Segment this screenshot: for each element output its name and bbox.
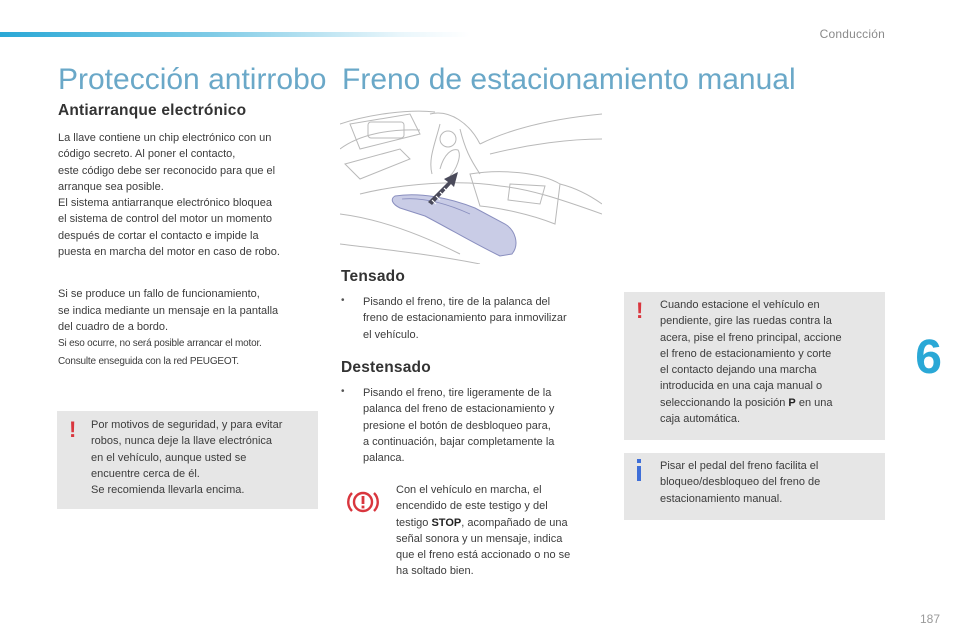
parking-slope-warning-text: Cuando estacione el vehículo en pendiente, gire las ruedas contra la acera, pise el freno principal, accione el freno de estacionamiento y corte el contacto dejando una marcha introducida en una caja manual o seleccionando la posición P en una caja automática. [660, 299, 842, 426]
info-icon [637, 459, 641, 481]
tensado-heading: Tensado [341, 268, 405, 285]
malfunction-paragraph: Si se produce un fallo de funcionamiento, se indica mediante un mensaje en la pantalla del cuadro de a bordo. Si eso ocurre, no será posible arrancar el motor. Consulte enseguida con la red PEUGEOT. [58, 288, 279, 367]
warning-icon: ! [636, 298, 644, 323]
destensado-text: Pisando el freno, tire ligeramente de la palanca del freno de estacionamiento y presione el botón de desbloqueo para, a continuación, bajar completamente la palanca. [363, 387, 555, 465]
stop-note-text: Con el vehículo en marcha, el encendido de este testigo y del testigo STOP, acompañado de una señal sonora y un mensaje, indica que el freno está accionado o no se ha soltado bien. [396, 484, 571, 578]
bullet-icon: • [341, 295, 345, 306]
antitheft-warning-box [57, 411, 318, 509]
chapter-number: 6 [915, 331, 942, 384]
warning-icon: ! [69, 417, 77, 442]
tensado-text: Pisando el freno, tire de la palanca del freno de estacionamiento para inmovilizar el vehículo. [363, 296, 567, 341]
parking-brake-warning-icon [346, 488, 380, 516]
tensado-step [341, 294, 601, 343]
brake-info-box [624, 453, 885, 520]
section-label: Conducción [819, 27, 885, 41]
parking-slope-warning-box [624, 292, 885, 440]
destensado-heading: Destensado [341, 359, 431, 376]
tensado-section [341, 268, 601, 343]
antitheft-warning-text: Por motivos de seguridad, y para evitar robos, nunca deje la llave electrónica en el vehículo, aunque usted se encuentre cerca de él. Se recomienda llevarla encima. [91, 419, 283, 497]
bullet-icon: • [341, 386, 345, 397]
destensado-step [341, 385, 601, 466]
brake-info-text: Pisar el pedal del freno facilita el bloqueo/desbloqueo del freno de estacionamiento manual. [660, 460, 821, 505]
immobiliser-paragraph: La llave contiene un chip electrónico con un código secreto. Al poner el contacto, este código debe ser reconocido para que el arranque sea posible. El sistema antiarranque electrónico bloquea el sistema de control del motor un momento después de cortar el contacto e impide la puesta en marcha del motor en caso de robo. [58, 132, 280, 259]
page-title-antitheft: Protección antirrobo [58, 63, 327, 96]
immobiliser-heading: Antiarranque electrónico [58, 102, 247, 119]
antitheft-section [58, 102, 318, 370]
header-accent-bar [0, 32, 470, 37]
destensado-section [341, 359, 601, 466]
parking-brake-illustration [340, 104, 602, 264]
page-title-parking-brake: Freno de estacionamiento manual [342, 63, 796, 96]
page-number: 187 [919, 612, 940, 626]
